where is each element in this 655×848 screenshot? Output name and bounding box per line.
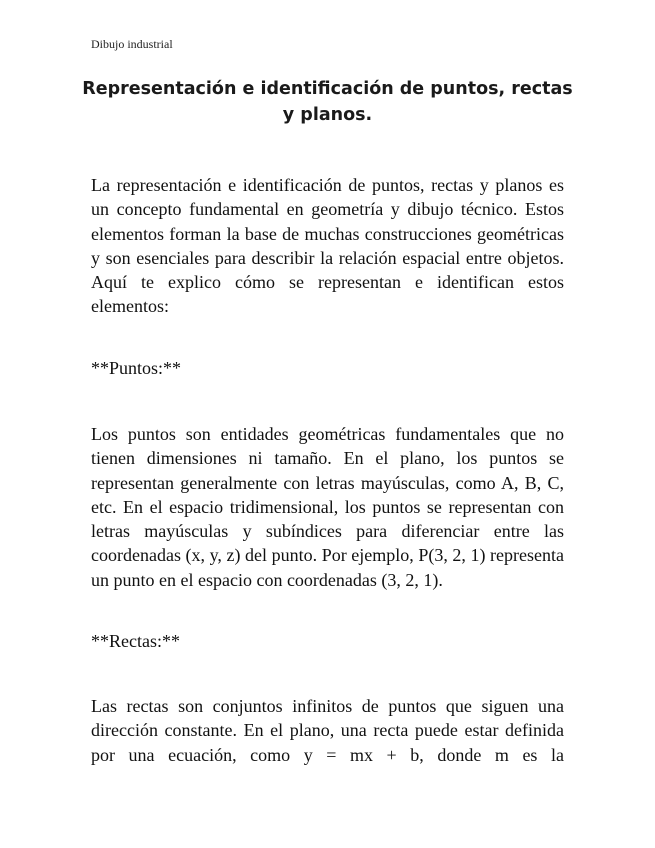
intro-paragraph: La representación e identificación de puntos, rectas y planos es un concepto fundamental en geometría y dibujo técnico. Estos elementos forman la base de muchas construcciones geométricas y son esenciales para describir la relación espacial entre objetos. Aquí te explico cómo se representan e identifican estos elementos: [91,175,564,317]
document-title: Representación e identificación de puntos, rectas y planos. [82,79,573,125]
section-heading-puntos: **Puntos:** [91,358,182,378]
section-heading-rectas: **Rectas:** [91,631,180,651]
running-header: Dibujo industrial [91,37,173,51]
section-body-rectas: Las rectas son conjuntos infinitos de puntos que siguen una dirección constante. En el plano, una recta puede estar definida por una ecuación, como y = mx + b, donde m es la [91,696,564,765]
section-body-puntos: Los puntos son entidades geométricas fundamentales que no tienen dimensiones ni tamaño. En el plano, los puntos se representan generalmente con letras mayúsculas, como A, B, C, etc. En el espacio tridimensional, los puntos se representan con letras mayúsculas y subíndices para diferenciar entre las coordenadas (x, y, z) del punto. Por ejemplo, P(3, 2, 1) representa un punto en el espacio con coordenadas (3, 2, 1). [91,424,564,590]
